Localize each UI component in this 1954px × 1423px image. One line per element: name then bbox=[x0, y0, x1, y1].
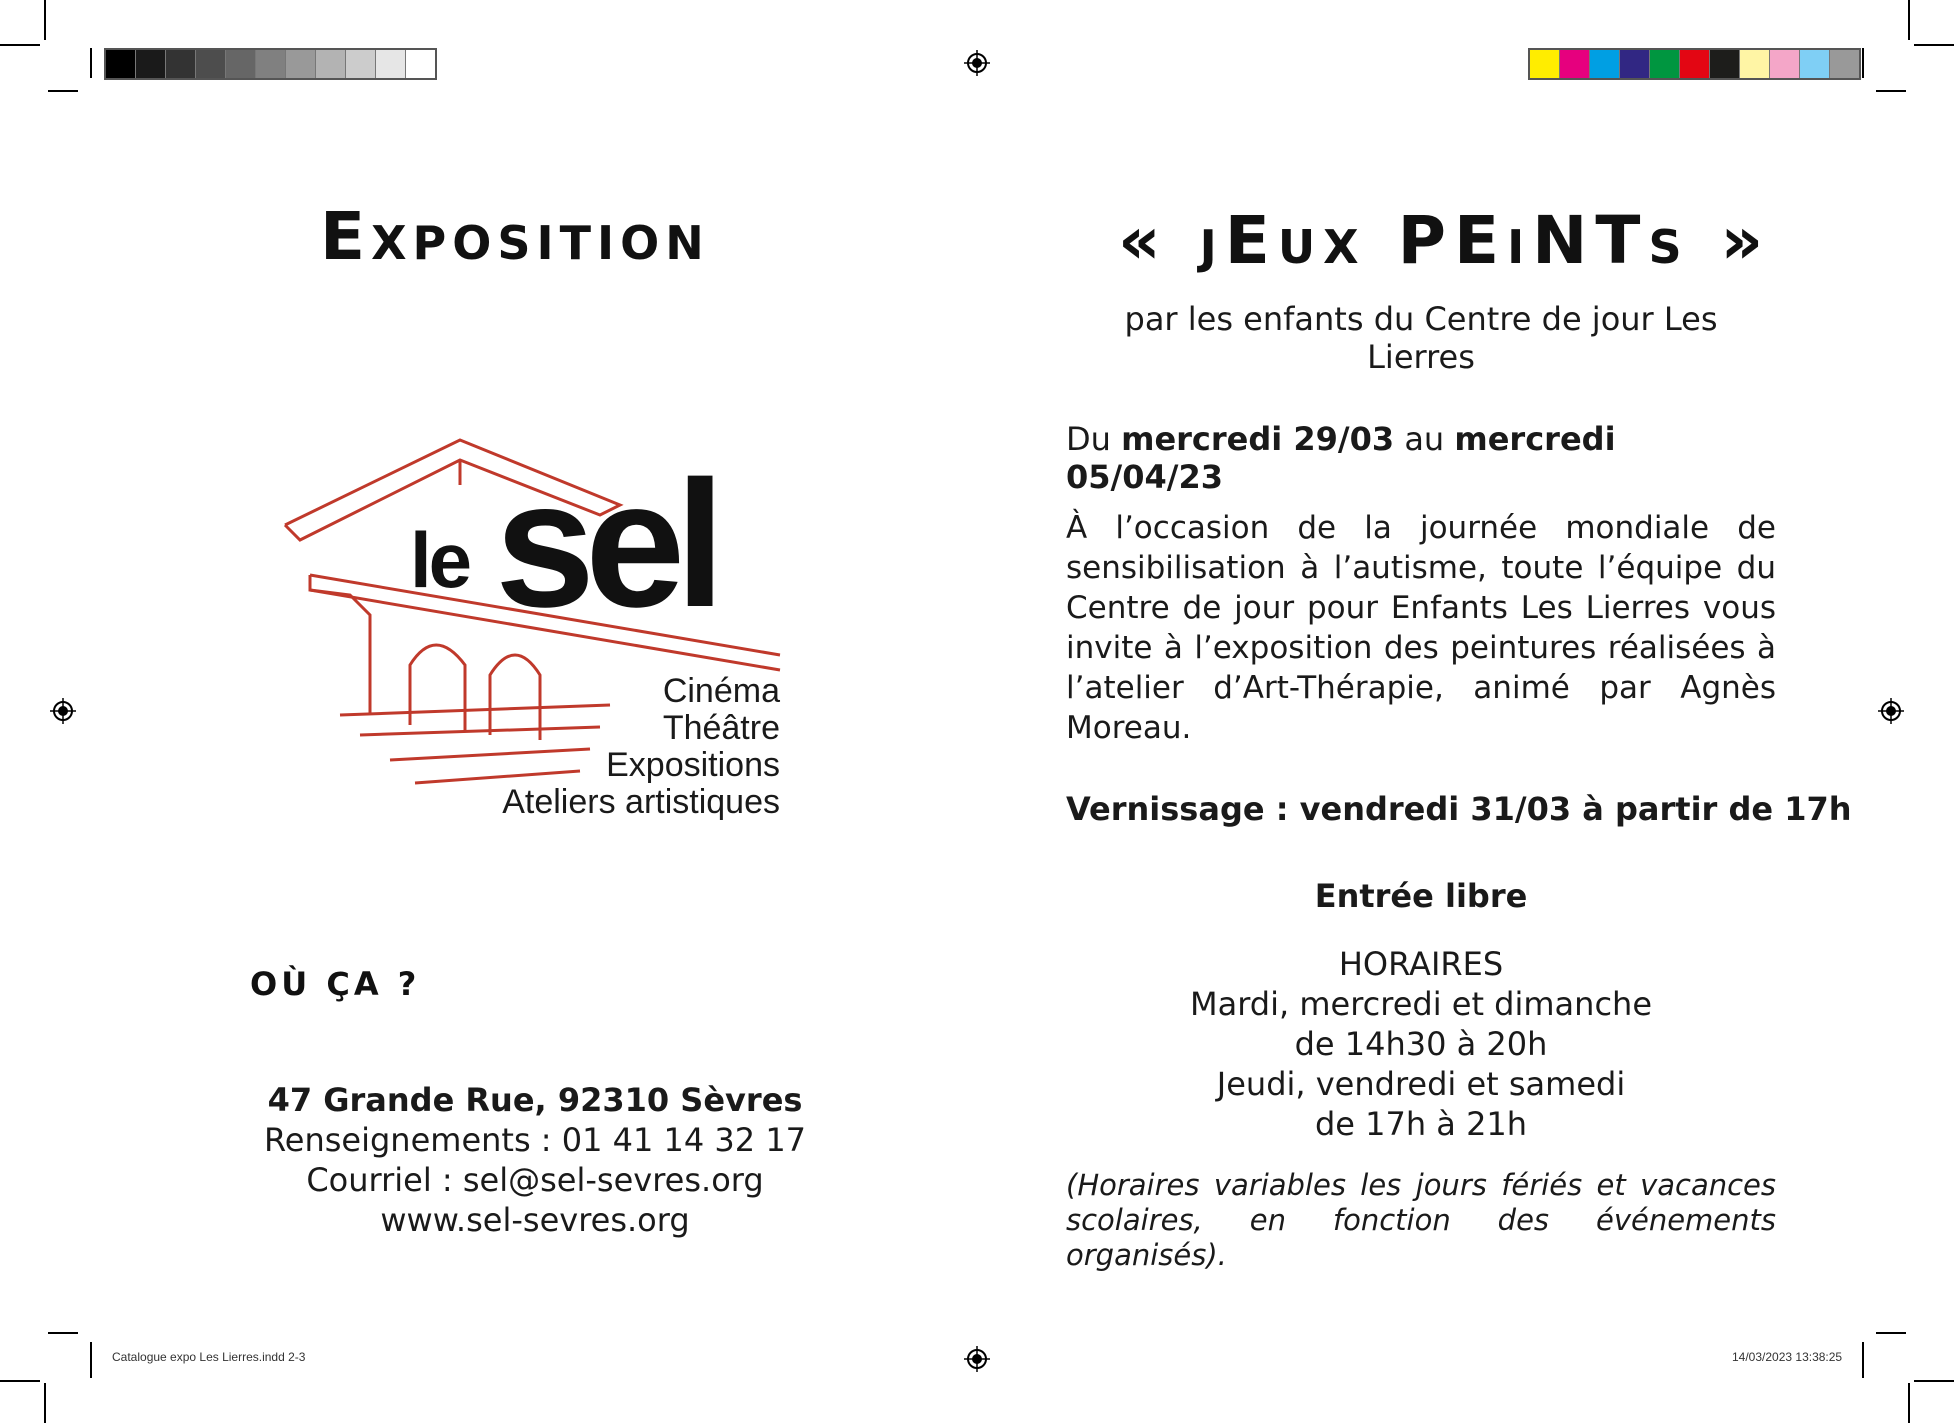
color-swatch bbox=[196, 50, 226, 78]
registration-mark-icon bbox=[964, 50, 990, 76]
address-line: 47 Grande Rue, 92310 Sèvres bbox=[267, 1081, 803, 1119]
intro-paragraph: À l’occasion de la journée mondiale de sensibilisation à l’autisme, toute l’équipe du Centre de jour pour Enfants Les Lierres vous invite à l’exposition des peintures réalisées à l’atelier d’Art-Thérapie, animé par Agnès Moreau. bbox=[1066, 510, 1776, 746]
hours-heading: HORAIRES bbox=[1338, 945, 1504, 983]
color-swatch bbox=[256, 50, 286, 78]
color-swatch bbox=[1620, 50, 1650, 78]
free-entry-label: Entrée libre bbox=[1314, 877, 1528, 915]
color-swatch bbox=[1530, 50, 1560, 78]
crop-mark bbox=[44, 1383, 46, 1423]
print-slug-timestamp: 14/03/2023 13:38:25 bbox=[1732, 1350, 1843, 1364]
color-swatch bbox=[1740, 50, 1770, 78]
color-swatch bbox=[1590, 50, 1620, 78]
email-line: Courriel : sel@sel-sevres.org bbox=[306, 1161, 764, 1199]
website-line: www.sel-sevres.org bbox=[380, 1201, 690, 1239]
hours-line: Jeudi, vendredi et samedi bbox=[1216, 1065, 1626, 1103]
exhibition-title: « jEux PEiNTs » bbox=[1118, 202, 1772, 279]
registration-mark-icon bbox=[1878, 698, 1904, 724]
color-swatch bbox=[1770, 50, 1800, 78]
crop-mark bbox=[90, 1342, 92, 1378]
crop-mark bbox=[1914, 1380, 1954, 1382]
color-swatch bbox=[1710, 50, 1740, 78]
print-slug-file: Catalogue expo Les Lierres.indd 2-3 bbox=[112, 1350, 306, 1364]
crop-mark bbox=[0, 44, 40, 46]
color-swatch bbox=[106, 50, 136, 78]
le-sel-logo bbox=[280, 415, 800, 835]
crop-mark bbox=[48, 1332, 78, 1334]
color-swatch bbox=[1830, 50, 1859, 78]
logo-activities bbox=[502, 673, 780, 821]
opening-hours bbox=[1066, 944, 1776, 1144]
color-swatch bbox=[226, 50, 256, 78]
color-swatch bbox=[316, 50, 346, 78]
color-swatch bbox=[136, 50, 166, 78]
logo-wordmark-sel: sel bbox=[495, 444, 716, 645]
crop-mark bbox=[90, 48, 92, 78]
logo-line: Expositions bbox=[606, 746, 780, 784]
crop-mark bbox=[48, 90, 78, 92]
logo-wordmark-le: le bbox=[410, 516, 470, 604]
color-swatch bbox=[286, 50, 316, 78]
hours-line: de 17h à 21h bbox=[1314, 1105, 1528, 1143]
crop-mark bbox=[1862, 1342, 1864, 1378]
hours-line: Mardi, mercredi et dimanche bbox=[1189, 985, 1652, 1023]
crop-mark bbox=[44, 0, 46, 40]
hours-note: (Horaires variables les jours fériés et vacances scolaires, en fonction des événements organisés). bbox=[1066, 1168, 1776, 1272]
dates-end: mercredi 05/04/23 bbox=[1066, 420, 1616, 496]
address-block bbox=[225, 1080, 845, 1240]
exhibition-subtitle: par les enfants du Centre de jour Les Lierres bbox=[1124, 300, 1718, 376]
logo-line: Ateliers artistiques bbox=[502, 783, 780, 821]
registration-mark-icon bbox=[50, 698, 76, 724]
color-swatch bbox=[166, 50, 196, 78]
color-swatch bbox=[1680, 50, 1710, 78]
crop-mark bbox=[1876, 1332, 1906, 1334]
dates-middle: au bbox=[1394, 420, 1455, 458]
color-swatch bbox=[1650, 50, 1680, 78]
where-label: OÙ ÇA ? bbox=[250, 965, 421, 1003]
logo-line: Cinéma bbox=[662, 672, 780, 710]
crop-mark bbox=[1862, 48, 1864, 78]
crop-mark bbox=[0, 1380, 40, 1382]
exposition-title: Exposition bbox=[320, 198, 710, 275]
logo-line: Théâtre bbox=[662, 709, 780, 747]
crop-mark bbox=[1914, 44, 1954, 46]
phone-line: Renseignements : 01 41 14 32 17 bbox=[263, 1121, 807, 1159]
crop-mark bbox=[1876, 90, 1906, 92]
color-swatch bbox=[346, 50, 376, 78]
exhibition-dates bbox=[1066, 420, 1776, 496]
registration-mark-icon bbox=[964, 1346, 990, 1372]
crop-mark bbox=[1908, 1383, 1910, 1423]
color-swatch bbox=[1560, 50, 1590, 78]
dates-start: mercredi 29/03 bbox=[1121, 420, 1395, 458]
color-swatch bbox=[376, 50, 406, 78]
color-swatch bbox=[1800, 50, 1830, 78]
hours-line: de 14h30 à 20h bbox=[1294, 1025, 1548, 1063]
dates-prefix: Du bbox=[1066, 420, 1122, 458]
color-swatch bbox=[406, 50, 435, 78]
grayscale-bar bbox=[104, 48, 437, 80]
vernissage-line: Vernissage : vendredi 31/03 à partir de 17h bbox=[1066, 790, 1852, 828]
color-bar bbox=[1528, 48, 1861, 80]
crop-mark bbox=[1908, 0, 1910, 40]
